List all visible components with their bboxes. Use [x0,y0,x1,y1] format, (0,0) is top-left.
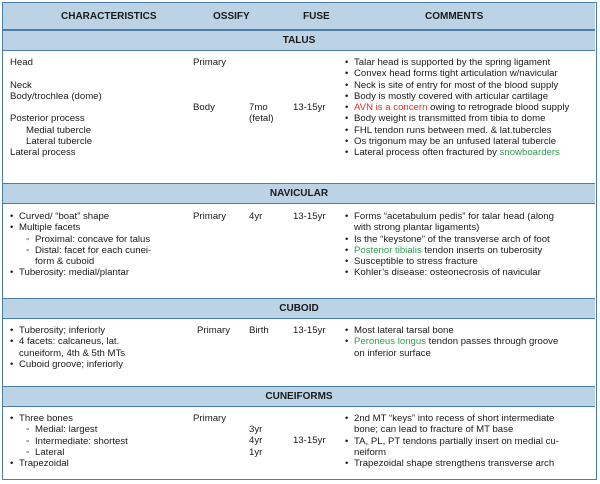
talus-char-head: Head [10,57,33,68]
cuboid-comment-2 [345,336,558,347]
cuboid-char-groove: • Cuboid groove; inferiorly [10,359,125,370]
cuboid-ossify-age: Birth [249,325,269,336]
navicular-comment-3-rest: tendon inserts on tuberosity [421,244,543,256]
cuneiforms-char-three-bones: • Three bones [10,413,128,424]
navicular-char-facets: • Multiple facets [10,222,151,233]
talus-comment-7: • FHL tendon runs between med. & lat.tubercles [345,125,569,136]
cuneiforms-comment-1-cont: bone; can lead to fracture of MT base [354,424,514,436]
cuboid-comment-2-cont: on inferior surface [354,347,431,359]
cuneiforms-comment-3: • Trapezoidal shape strengthens transverse arch [345,458,559,469]
navicular-ossify-type: Primary [193,211,227,222]
talus-comment-9 [345,147,569,158]
talus-comment-5 [345,102,569,113]
talus-comment-2: • Convex head forms tight articulation w/navicular [345,68,569,79]
section-title-talus: TALUS [3,30,595,51]
cuboid-char-facets: • 4 facets: calcaneus, lat. [10,336,125,347]
cuboid-comment-2-rest: tendon passes through groove [426,336,559,348]
talus-characteristics [10,57,102,159]
talus-ossify-age-value: 7mo [249,102,268,113]
navicular-char-tuberosity: • Tuberosity: medial/plantar [10,267,151,278]
talus-ossify-body: Body [193,102,215,113]
cuneiforms-ossify-type: Primary [193,413,227,424]
cuneiforms-fuse: 13-15yr [293,435,326,446]
cuboid-characteristics [10,325,125,370]
cuneiforms-char-intermediate: ◦ Intermediate: shortest [10,436,128,447]
navicular-char-shape: • Curved/ “boat” shape [10,211,151,222]
talus-char-lateral-process: Lateral process [10,147,76,159]
navicular-ossify-age: 4yr [249,211,263,222]
cuneiforms-comment-1: • 2nd MT “keys” into recess of short intermediate [345,413,559,424]
talus-fuse: 13-15yr [293,102,326,113]
header-fuse: FUSE [303,11,330,22]
talus-char-posterior-process: Posterior process [10,113,85,125]
talus-ossify-age-note: (fetal) [249,113,274,125]
talus-ossify-type: Primary [193,57,227,68]
table-header [3,3,595,30]
talus-comment-8: • Os trigonum may be an unfused lateral tubercle [345,136,569,147]
talus-char-blank-2 [10,102,102,113]
cuneiforms-comment-2: • TA, PL, PT tendons partially insert on medial cu- [345,436,559,447]
header-ossify: OSSIFY [213,11,250,22]
talus-comment-4: • Body is mostly covered with articular cartilage [345,91,569,102]
navicular-comment-1: • Forms “acetabulum pedis” for talar head (along [345,211,554,222]
talus-ossify-age [249,102,274,125]
cuboid-char-facets-cont: cuneiform, 4th & 5th MTs [19,347,126,359]
talus-char-medial-tubercle: Medial tubercle [26,124,92,136]
talus-comment-9-pre: Lateral process often fractured by [354,147,500,159]
header-characteristics: CHARACTERISTICS [61,11,157,22]
cuneiforms-comment-2-cont: neiform [354,446,386,458]
navicular-char-distal-cont: form & cuboid [35,256,95,268]
cuneiforms-char-medial: ◦ Medial: largest [10,424,128,435]
navicular-comment-2: • Is the “keystone” of the transverse arch of foot [345,234,554,245]
talus-comments [345,57,569,159]
talus-comment-6: • Body weight is transmitted from tibia to dome [345,113,569,124]
section-title-navicular: NAVICULAR [3,183,595,204]
header-comments: COMMENTS [425,11,484,22]
cuboid-comment-1: • Most lateral tarsal bone [345,325,558,336]
navicular-fuse: 13-15yr [293,211,326,222]
talus-char-lateral-tubercle: Lateral tubercle [26,136,93,148]
snowboarders-highlight: snowboarders [499,147,560,159]
navicular-char-proximal: ◦ Proximal: concave for talus [10,234,151,245]
navicular-comment-5: • Kohler’s disease: osteonecrosis of navicular [345,267,554,278]
cuneiforms-characteristics [10,413,128,469]
cuneiforms-ossify-ages [249,424,262,458]
navicular-comment-3 [345,245,554,256]
cuneiforms-comments [345,413,559,469]
cuneiforms-ossify-medial: 3yr [249,424,263,435]
talus-char-body: Body/trochlea (dome) [10,90,102,102]
navicular-characteristics [10,211,151,279]
section-title-cuneiforms: CUNEIFORMS [3,386,595,407]
talus-comment-1: • Talar head is supported by the spring ligament [345,57,569,68]
cuneiforms-ossify-lateral: 1yr [249,446,263,458]
navicular-char-distal: ◦ Distal: facet for each cunei- [10,245,151,256]
cuboid-fuse: 13-15yr [293,325,326,336]
talus-comment-3: • Neck is site of entry for most of the blood supply [345,80,569,91]
cuneiforms-char-trapezoidal: • Trapezoidal [10,458,128,469]
navicular-comments [345,211,554,279]
talus-char-neck: Neck [10,79,32,91]
avn-highlight: AVN is a concern [354,102,428,114]
peroneus-longus-highlight: Peroneus longus [354,336,427,348]
navicular-comment-1-cont: with strong plantar ligaments) [354,222,480,234]
cuneiforms-char-lateral: ◦ Lateral [10,447,128,458]
cuneiforms-ossify-intermediate: 4yr [249,435,263,447]
navicular-comment-4: • Susceptible to stress fracture [345,256,554,267]
cuboid-char-tuberosity: • Tuberosity; inferiorly [10,325,125,336]
talus-char-blank [10,68,102,79]
cuboid-ossify-type: Primary [197,325,231,336]
posterior-tibialis-highlight: Posterior tibialis [354,244,422,256]
section-title-cuboid: CUBOID [3,298,595,319]
tarsal-bones-table [2,2,597,480]
cuboid-comments [345,325,558,359]
talus-comment-5-rest: owing to retrograde blood supply [427,102,570,114]
